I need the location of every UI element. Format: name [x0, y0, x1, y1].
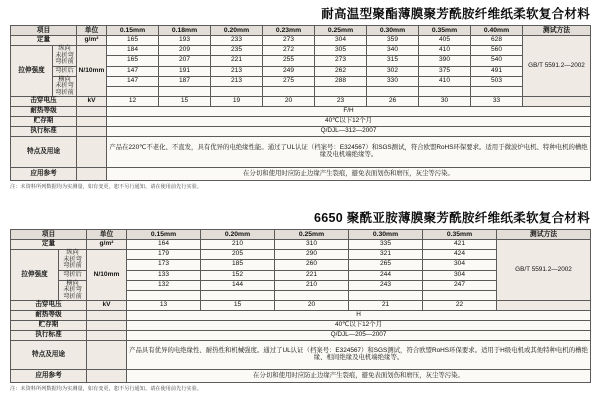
cell-value: 185 [201, 260, 275, 270]
col-header-025: 0.25mm [275, 230, 349, 240]
cell-value: 187 [159, 76, 211, 86]
cell-value: 330 [367, 76, 419, 86]
table-row [11, 46, 591, 56]
block-b-footnote: 注：未资料所列数据均为实测量，如有变更，恕不另行通知。请在使用前先行实验。 [10, 386, 202, 392]
cell-storage-value: 40℃以下12个月 [127, 321, 591, 331]
col-header-035: 0.35mm [423, 230, 497, 240]
col-header-item: 项目 [11, 230, 87, 240]
cell-value: 304 [423, 270, 497, 280]
cell-value: 265 [349, 260, 423, 270]
cell-value: 23 [315, 97, 367, 107]
cell-value: 560 [471, 46, 523, 56]
cell-features-text: 产品具有优异的电绝缘性、耐热性和机械强度。通过了UL认证（档案号：E324567）和SGS测试，符合欧盟RoHS环保要求。适用于H级电机或其他特种电机的槽绝缘、相间绝缘及电机端绝缘等。 [127, 341, 591, 370]
cell-value: 340 [367, 46, 419, 56]
block-a-footnote: 注：未资料所列数据均为实测量，如有变更，恕不另行通知。请在使用前先行实验。 [10, 184, 202, 190]
cell-value: 310 [275, 240, 349, 250]
row-unit-empty [87, 331, 127, 341]
row-label-text: 拉伸强度 [21, 270, 48, 278]
cell-value: 12 [107, 97, 159, 107]
cell-value: 20 [263, 97, 315, 107]
cell-value: 133 [127, 270, 201, 280]
cell-value: 255 [263, 56, 315, 66]
cell-value: 184 [107, 46, 159, 56]
cell-value: 165 [107, 56, 159, 66]
cell-value: 21 [349, 301, 423, 311]
row-label-application: 应用参考 [11, 370, 87, 383]
row-label-heat-grade: 耐热等级 [11, 311, 87, 321]
cell-value: 144 [201, 280, 275, 290]
cell-value: 359 [367, 36, 419, 46]
cell-value: 290 [275, 250, 349, 260]
cell-value: 15 [159, 97, 211, 107]
table-row [11, 301, 591, 311]
row-label-storage: 贮存期 [11, 321, 87, 331]
table-row [11, 97, 591, 107]
row-label-basis-weight: 定量 [11, 240, 87, 250]
cell-value: 410 [419, 76, 471, 86]
table-header-row [11, 230, 591, 240]
row-label-basis-weight: 定量 [11, 36, 77, 46]
cell-value: 205 [201, 250, 275, 260]
cell-value: 262 [315, 66, 367, 76]
cell-value: 288 [315, 76, 367, 86]
row-unit-kv: kV [87, 301, 127, 311]
row-unit-empty [77, 107, 107, 117]
cell-value: 26 [367, 97, 419, 107]
row-label-breakdown-voltage: 击穿电压 [11, 301, 87, 311]
cell-value: 147 [107, 66, 159, 76]
table-row [11, 240, 591, 250]
cell-value: 304 [315, 36, 367, 46]
col-header-025: 0.25mm [315, 26, 367, 36]
cell-value: 235 [211, 46, 263, 56]
col-header-018: 0.18mm [159, 26, 211, 36]
col-header-020: 0.20mm [211, 26, 263, 36]
cell-value: 272 [263, 46, 315, 56]
cell-test-method [497, 301, 591, 311]
table-row-application [11, 370, 591, 383]
cell-value: 244 [349, 270, 423, 280]
cell-value: 20 [275, 301, 349, 311]
row-unit-empty [87, 370, 127, 383]
cell-value: 273 [315, 56, 367, 66]
row-unit-empty [77, 137, 107, 168]
block-b-title: 6650 聚酰亚胺薄膜聚芳酰胺纤维纸柔软复合材料 [314, 211, 590, 225]
row-sublabel-cd: 横向 未折弯 弯折前 [53, 76, 77, 97]
cell-value: 22 [423, 301, 497, 311]
row-unit-empty [87, 341, 127, 370]
col-header-unit: 单位 [87, 230, 127, 240]
cell-value: 335 [349, 240, 423, 250]
cell-value [419, 86, 471, 96]
cell-value [107, 86, 159, 96]
cell-value [211, 86, 263, 96]
cell-value: 213 [211, 76, 263, 86]
row-sublabel-md: 纵向 未折弯 弯折前 [59, 250, 87, 271]
table-row-heat-grade [11, 107, 591, 117]
cell-value: 210 [275, 280, 349, 290]
row-unit-n10mm: N/10mm [77, 46, 107, 97]
cell-value: 164 [127, 240, 201, 250]
col-header-015: 0.15mm [107, 26, 159, 36]
cell-value: 260 [275, 260, 349, 270]
block-a-title: 耐高温型聚酯薄膜聚芳酰胺纤维纸柔软复合材料 [321, 7, 590, 21]
row-label-standard: 执行标准 [11, 127, 77, 137]
cell-value: 321 [349, 250, 423, 260]
row-label-application: 应用参考 [11, 168, 77, 181]
row-unit-empty [77, 127, 107, 137]
cell-value [315, 86, 367, 96]
cell-value: 243 [349, 280, 423, 290]
table-row-storage [11, 321, 591, 331]
col-header-035: 0.35mm [419, 26, 471, 36]
cell-value: 275 [263, 76, 315, 86]
col-header-method: 测试方法 [523, 26, 591, 36]
cell-storage-value: 40℃以下12个月 [107, 117, 591, 127]
cell-test-method [523, 97, 591, 107]
cell-value: 179 [127, 250, 201, 260]
cell-value: 165 [107, 36, 159, 46]
row-unit-n10mm: N/10mm [87, 250, 127, 301]
cell-value: 424 [423, 250, 497, 260]
cell-value: 375 [419, 66, 471, 76]
table-header-row [11, 26, 591, 36]
cell-value: 410 [419, 46, 471, 56]
col-header-unit: 单位 [77, 26, 107, 36]
col-header-020: 0.20mm [201, 230, 275, 240]
col-header-item: 项目 [11, 26, 77, 36]
cell-value [127, 290, 201, 300]
cell-value: 221 [211, 56, 263, 66]
row-label-standard: 执行标准 [11, 331, 87, 341]
cell-value: 132 [127, 280, 201, 290]
col-header-030: 0.30mm [367, 26, 419, 36]
row-label-features: 特点及用途 [11, 137, 77, 168]
row-label-tensile-strength [11, 250, 59, 301]
row-unit-gsm: g/m² [77, 36, 107, 46]
cell-value [423, 290, 497, 300]
cell-value: 315 [367, 56, 419, 66]
row-unit-empty [77, 117, 107, 127]
row-label-features: 特点及用途 [11, 341, 87, 370]
cell-value: 540 [471, 56, 523, 66]
table-row-storage [11, 117, 591, 127]
row-sublabel-md: 纵向 未折弯 弯折前 [53, 46, 77, 67]
cell-value [367, 86, 419, 96]
cell-value: 173 [127, 260, 201, 270]
cell-value: 30 [419, 97, 471, 107]
table-row-application [11, 168, 591, 181]
cell-value: 273 [263, 36, 315, 46]
cell-value: 503 [471, 76, 523, 86]
row-unit-kv: kV [77, 97, 107, 107]
spec-block-6650-polyimide [0, 204, 600, 393]
col-header-030: 0.30mm [349, 230, 423, 240]
cell-value: 13 [127, 301, 201, 311]
cell-value: 233 [211, 36, 263, 46]
cell-value: 491 [471, 66, 523, 76]
cell-value: 152 [201, 270, 275, 280]
table-row [11, 36, 591, 46]
cell-value: 247 [423, 280, 497, 290]
table-row-features [11, 137, 591, 168]
col-header-023: 0.23mm [263, 26, 315, 36]
cell-value: 390 [419, 56, 471, 66]
cell-value [349, 290, 423, 300]
cell-value: 210 [201, 240, 275, 250]
cell-application-text: 在分切和使用时应防止边缘产生裂痕，避免表面划伤和磨压，灰尘等污染。 [127, 370, 591, 383]
cell-value: 209 [159, 46, 211, 56]
cell-value [471, 86, 523, 96]
table-row-standard [11, 331, 591, 341]
block-a-table [10, 25, 591, 181]
table-row-heat-grade [11, 311, 591, 321]
cell-value: 213 [211, 66, 263, 76]
row-unit-empty [77, 168, 107, 181]
cell-heat-grade-value: H [127, 311, 591, 321]
row-unit-gsm: g/m² [87, 240, 127, 250]
row-unit-empty [87, 311, 127, 321]
block-b-table [10, 229, 591, 383]
row-label-storage: 贮存期 [11, 117, 77, 127]
col-header-040: 0.40mm [471, 26, 523, 36]
col-header-method: 测试方法 [497, 230, 591, 240]
cell-value [159, 86, 211, 96]
row-label-heat-grade: 耐热等级 [11, 107, 77, 117]
cell-value: 15 [201, 301, 275, 311]
cell-value: 221 [275, 270, 349, 280]
cell-value: 207 [159, 56, 211, 66]
cell-value: 19 [211, 97, 263, 107]
cell-value: 302 [367, 66, 419, 76]
cell-test-method: GB/T 5591.2—2002 [523, 36, 591, 97]
cell-value: 33 [471, 97, 523, 107]
cell-value: 304 [423, 260, 497, 270]
cell-features-text: 产品在220℃不老化、不直发，具有优异的电绝缘性能。通过了UL认证（档案号：E324567）和SGS测试，符合欧盟RoHS环保要求。适用于微波炉电机、特种电机的槽绝缘及电机端绝缘等。 [107, 137, 591, 168]
cell-value: 147 [107, 76, 159, 86]
cell-test-method: GB/T 5591.2—2002 [497, 240, 591, 301]
row-label-tensile-strength [11, 46, 53, 97]
cell-value: 249 [263, 66, 315, 76]
cell-value: 405 [419, 36, 471, 46]
cell-value [263, 86, 315, 96]
row-sublabel-md-after: 弯折后 [59, 270, 87, 280]
cell-standard-value: Q/DJL—205—2007 [127, 331, 591, 341]
table-row-features [11, 341, 591, 370]
cell-value [201, 290, 275, 300]
cell-value: 305 [315, 46, 367, 56]
row-sublabel-cd: 横向 未折弯 弯折前 [59, 280, 87, 301]
row-label-breakdown-voltage: 击穿电压 [11, 97, 77, 107]
row-unit-empty [87, 321, 127, 331]
cell-value: 193 [159, 36, 211, 46]
cell-application-text: 在分切和使用时应防止边缘产生裂痕，避免表面划伤和磨压，灰尘等污染。 [107, 168, 591, 181]
cell-value: 421 [423, 240, 497, 250]
col-header-015: 0.15mm [127, 230, 201, 240]
cell-standard-value: Q/DJL—312—2007 [107, 127, 591, 137]
cell-value: 628 [471, 36, 523, 46]
row-sublabel-md-after: 弯折后 [53, 66, 77, 76]
cell-value: 191 [159, 66, 211, 76]
cell-value [275, 290, 349, 300]
table-row-standard [11, 127, 591, 137]
cell-heat-grade-value: F/H [107, 107, 591, 117]
row-label-text: 拉伸强度 [18, 66, 45, 74]
spec-block-high-temp-polyester [0, 0, 600, 191]
